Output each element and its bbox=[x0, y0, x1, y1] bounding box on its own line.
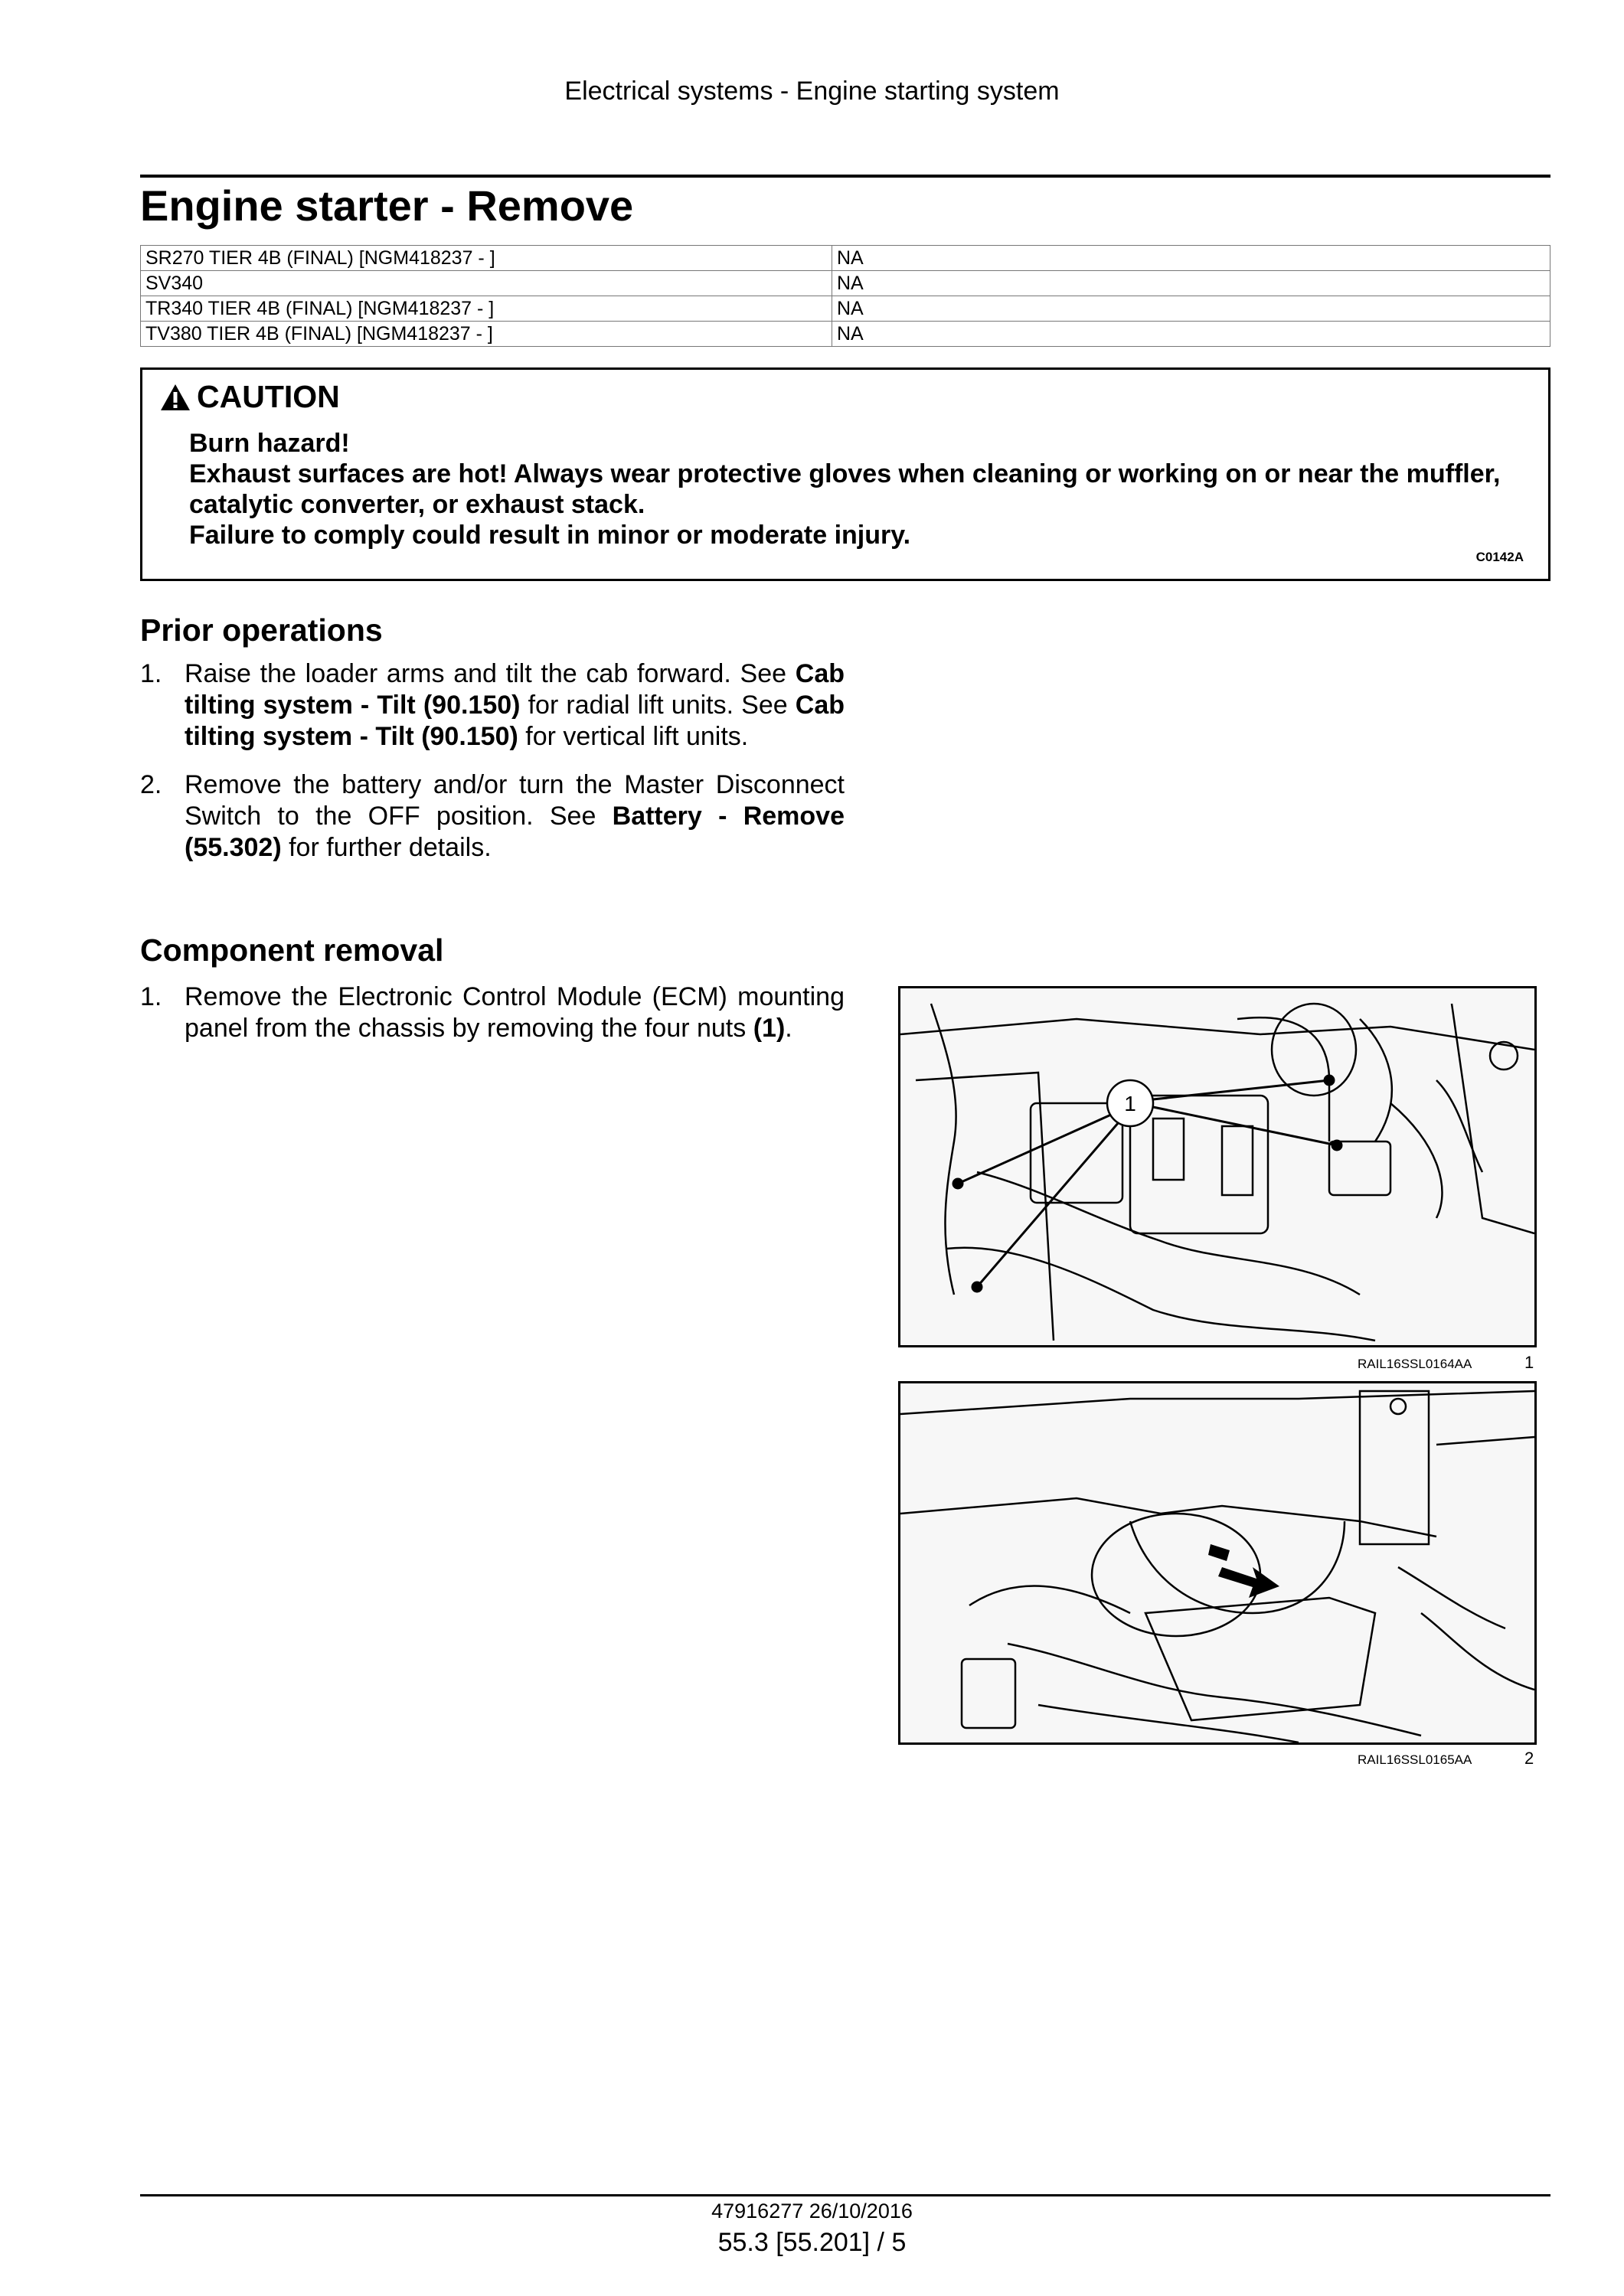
cross-reference: (1) bbox=[753, 1014, 786, 1043]
caution-line: Burn hazard! bbox=[189, 429, 350, 458]
footer-document-id: 47916277 26/10/2016 bbox=[711, 2200, 913, 2223]
model-cell: SV340 bbox=[141, 271, 832, 296]
figure-number: 1 bbox=[1524, 1353, 1534, 1372]
table-row bbox=[141, 271, 1550, 296]
list-item bbox=[140, 981, 845, 1044]
cross-reference[interactable]: Battery - Remove (55.302) bbox=[185, 802, 845, 862]
footer-page-number: 55.3 [55.201] / 5 bbox=[717, 2228, 907, 2257]
figure-ecm-panel bbox=[898, 986, 1537, 1347]
step-text: Remove the battery and/or turn the Master Disconnect Switch to the OFF position. See Battery - Remove (55.302) for further details. bbox=[185, 770, 845, 862]
footer-rule bbox=[140, 2194, 1550, 2196]
figure-caption: RAIL16SSL0164AA bbox=[1358, 1357, 1472, 1371]
cross-reference[interactable]: Cab tilting system - Tilt (90.150) bbox=[185, 659, 845, 720]
ecm-panel-illustration bbox=[900, 988, 1534, 1345]
starter-location-illustration bbox=[900, 1383, 1534, 1742]
step-number: 2. bbox=[140, 770, 162, 799]
list-item bbox=[140, 658, 845, 753]
figure-caption: RAIL16SSL0165AA bbox=[1358, 1752, 1472, 1767]
callout-label: 1 bbox=[1124, 1092, 1136, 1115]
table-row bbox=[141, 322, 1550, 347]
warning-triangle-icon bbox=[160, 384, 191, 411]
caution-text bbox=[189, 428, 1521, 550]
component-removal-list bbox=[140, 981, 845, 1061]
cross-reference[interactable]: Cab tilting system - Tilt (90.150) bbox=[185, 691, 845, 751]
caution-line: Exhaust surfaces are hot! Always wear protective gloves when cleaning or working on or near the muffler, catalytic converter, or exhaust stack. bbox=[189, 459, 1501, 519]
caution-label: CAUTION bbox=[197, 379, 340, 414]
caution-heading bbox=[160, 379, 340, 415]
prior-operations-list bbox=[140, 658, 845, 880]
step-text: Remove the Electronic Control Module (ECM) mounting panel from the chassis by removing the four nuts (1). bbox=[185, 982, 845, 1043]
step-number: 1. bbox=[140, 659, 162, 688]
table-row bbox=[141, 246, 1550, 271]
value-cell: NA bbox=[832, 271, 1550, 296]
list-item bbox=[140, 769, 845, 864]
section-heading-prior-operations: Prior operations bbox=[140, 612, 383, 648]
model-cell: TV380 TIER 4B (FINAL) [NGM418237 - ] bbox=[141, 322, 832, 347]
caution-box bbox=[140, 367, 1550, 581]
running-header: Electrical systems - Engine starting system bbox=[564, 77, 1060, 106]
caution-line: Failure to comply could result in minor or moderate injury. bbox=[189, 521, 911, 550]
page-title: Engine starter - Remove bbox=[140, 181, 634, 230]
figure-number: 2 bbox=[1524, 1749, 1534, 1768]
figure-starter-location bbox=[898, 1381, 1537, 1745]
caution-code: C0142A bbox=[1475, 550, 1524, 564]
direction-arrow bbox=[1218, 1567, 1279, 1598]
model-applicability-table bbox=[140, 245, 1550, 347]
model-cell: SR270 TIER 4B (FINAL) [NGM418237 - ] bbox=[141, 246, 832, 271]
table-row bbox=[141, 296, 1550, 322]
value-cell: NA bbox=[832, 246, 1550, 271]
step-number: 1. bbox=[140, 982, 162, 1011]
title-rule bbox=[140, 175, 1550, 178]
value-cell: NA bbox=[832, 296, 1550, 322]
model-cell: TR340 TIER 4B (FINAL) [NGM418237 - ] bbox=[141, 296, 832, 322]
section-heading-component-removal: Component removal bbox=[140, 932, 444, 968]
value-cell: NA bbox=[832, 322, 1550, 347]
step-text: Raise the loader arms and tilt the cab forward. See Cab tilting system - Tilt (90.150) for radial lift units. See Cab tilting system - Tilt (90.150) for vertical lift units. bbox=[185, 659, 845, 751]
